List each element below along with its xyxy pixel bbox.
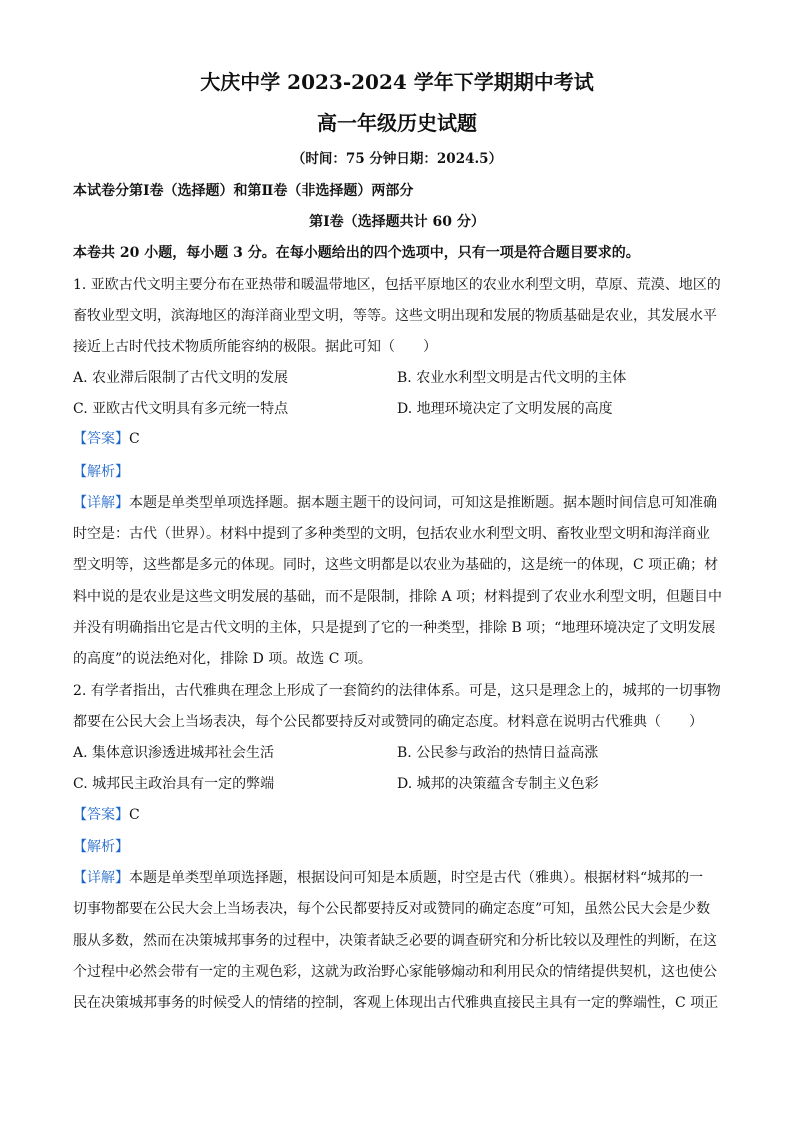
q1-stem-line-1: 1. 亚欧古代文明主要分布在亚热带和暖温带地区，包括平原地区的农业水利型文明，草原、荒漠、地区的 [73, 277, 721, 293]
q2-detail-line-4: 个过程中必然会带有一定的主观色彩，这就为政治野心家能够煽动和利用民众的情绪提供契机，这也使公 [73, 964, 717, 980]
exam-meta: （时间：75 分钟日期：2024.5） [291, 151, 503, 167]
q2-detail-line-3: 服从多数，然而在决策城邦事务的过程中，决策者缺乏必要的调查研究和分析比较以及理性的判断，在这 [73, 933, 717, 949]
section-heading: 第Ⅰ卷（选择题共计 60 分） [309, 214, 485, 230]
q2-analysis-tag: 【解析】 [73, 839, 129, 855]
q2-stem-line-2: 都要在公民大会上当场表决，每个公民都要持反对或赞同的确定态度。材料意在说明古代雅典（ ） [73, 714, 703, 730]
exam-subtitle: 高一年级历史试题 [317, 111, 477, 135]
instruction-text: 本卷共 20 小题，每小题 3 分。在每小题给出的四个选项中，只有一项是符合题目要求的。 [73, 245, 640, 261]
q2-option-d: D. 城邦的决策蕴含专制主义色彩 [397, 776, 599, 792]
q2-detail-line-5: 民在决策城邦事务的时候受人的情绪的控制，客观上体现出古代雅典直接民主具有一定的弊端性，C 项正 [73, 995, 719, 1011]
q2-option-a: A. 集体意识渗透进城邦社会生活 [73, 745, 275, 761]
q2-option-c: C. 城邦民主政治具有一定的弊端 [73, 776, 275, 792]
detail-tag: 【详解】 [73, 870, 129, 886]
q1-analysis-tag: 【解析】 [73, 464, 129, 480]
q1-stem-line-3: 接近上古时代技术物质所能容纳的极限。据此可知（ ） [73, 339, 437, 355]
answer-value: C [129, 807, 140, 823]
q2-answer [73, 805, 140, 825]
answer-tag: 【答案】 [73, 431, 129, 447]
q2-detail-line-1: 【详解】本题是单类型单项选择题，根据设问可知是本质题，时空是古代（雅典）。根据材料“城邦的一 [73, 870, 704, 886]
q1-option-c: C. 亚欧古代文明具有多元统一特点 [73, 401, 289, 417]
detail-tag: 【详解】 [73, 495, 129, 511]
q2-detail-line-2: 切事物都要在公民大会上当场表决，每个公民都要持反对或赞同的确定态度”可知，虽然公民大会是少数 [73, 901, 711, 917]
q1-detail-line-2: 时空是：古代（世界）。材料中提到了多种类型的文明，包括农业水利型文明、畜牧业型文明和海洋商业 [73, 526, 710, 542]
q1-detail-line-6: 的高度”的说法绝对化，排除 D 项。故选 C 项。 [73, 651, 372, 667]
q1-detail-line-1: 【详解】本题是单类型单项选择题。据本题主题干的设问词，可知这是推断题。据本题时间信息可知准确 [73, 495, 717, 511]
q1-option-d: D. 地理环境决定了文明发展的高度 [397, 401, 613, 417]
exam-title: 大庆中学 2023-2024 学年下学期期中考试 [200, 70, 594, 94]
q1-stem-line-2: 畜牧业型文明，滨海地区的海洋商业型文明，等等。这些文明出现和发展的物质基础是农业，其发展水平 [73, 308, 717, 324]
q1-detail-line-5: 并没有明确指出它是古代文明的主体，只是提到了它的一种类型，排除 B 项；“地理环境决定了文明发展 [73, 620, 716, 636]
q2-stem-line-1: 2. 有学者指出，古代雅典在理念上形成了一套简约的法律体系。可是，这只是理念上的，城邦的一切事物 [73, 683, 721, 699]
q1-option-a: A. 农业滞后限制了古代文明的发展 [73, 370, 289, 386]
answer-tag: 【答案】 [73, 807, 129, 823]
q1-detail-line-3: 型文明等，这些都是多元的体现。同时，这些文明都是以农业为基础的，这是统一的体现，C 项正确；材 [73, 557, 719, 573]
answer-value: C [129, 431, 140, 447]
q1-answer [73, 429, 140, 449]
q2-option-b: B. 公民参与政治的热情日益高涨 [397, 745, 599, 761]
q1-option-b: B. 农业水利型文明是古代文明的主体 [397, 370, 627, 386]
exam-note: 本试卷分第Ⅰ卷（选择题）和第Ⅱ卷（非选择题）两部分 [73, 183, 414, 199]
q1-detail-line-4: 料中说的是农业是这些文明发展的基础，而不是限制，排除 A 项；材料提到了农业水利型文明，但题目中 [73, 589, 723, 605]
